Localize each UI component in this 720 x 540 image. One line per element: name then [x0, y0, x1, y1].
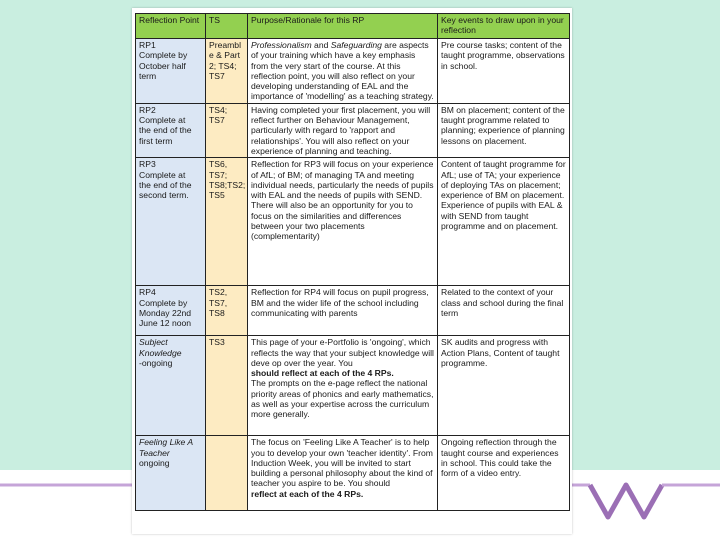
header-purpose: Purpose/Rationale for this RP — [248, 14, 438, 39]
key-events-cell: Pre course tasks; content of the taught programme, observations in school. — [438, 39, 570, 104]
header-reflection-point: Reflection Point — [136, 14, 206, 39]
purpose-cell: Professionalism and Safeguarding are aspects of your training which have a key emphasis from the very start of the course. At this reflection point, you will also reflect on your developing understanding of EAL and the importance of 'modelling' as a teaching strategy. — [248, 39, 438, 104]
key-events-cell: SK audits and progress with Action Plans, Content of taught programme. — [438, 336, 570, 436]
table-header-row — [136, 14, 570, 39]
ts-cell: TS6, TS7; TS8;TS2; TS5 — [206, 158, 248, 286]
key-events-cell: Related to the context of your class and school during the final term — [438, 286, 570, 336]
reflection-point-cell: RP4 Complete by Monday 22nd June 12 noon — [136, 286, 206, 336]
ts-cell: TS3 — [206, 336, 248, 436]
header-ts: TS — [206, 14, 248, 39]
purpose-cell: Reflection for RP4 will focus on pupil progress, BM and the wider life of the school including communicating with parents — [248, 286, 438, 336]
reflection-point-cell: RP2 Complete at the end of the first term — [136, 103, 206, 157]
reflection-point-cell: RP1 Complete by October half term — [136, 39, 206, 104]
ts-cell: TS2, TS7, TS8 — [206, 286, 248, 336]
table-row — [136, 336, 570, 436]
table-row — [136, 158, 570, 286]
purpose-cell: The focus on 'Feeling Like A Teacher' is to help you to develop your own 'teacher identity'. From Induction Week, you will be invited to start building a personal philosophy about the kind of teacher you aspire to be. You should reflect at each of the 4 RPs. — [248, 436, 438, 511]
header-key-events: Key events to draw upon in your reflection — [438, 14, 570, 39]
table-row — [136, 103, 570, 157]
purpose-cell: Having completed your first placement, you will reflect further on Behaviour Management, particularly with regard to 'rapport and relationships'. You will also reflect on your experience of planning and teaching. — [248, 103, 438, 157]
table-row — [136, 39, 570, 104]
reflection-point-cell: RP3 Complete at the end of the second term. — [136, 158, 206, 286]
table-row — [136, 436, 570, 511]
purpose-cell: Reflection for RP3 will focus on your experience of AfL; of BM; of managing TA and meeting individual needs, particularly the needs of pupils with EAL and the needs of pupils with SEND. There will also be an opportunity for you to focus on the similarities and differences between your two placements (complementarity) — [248, 158, 438, 286]
ts-cell — [206, 436, 248, 511]
key-events-cell: Ongoing reflection through the taught course and experiences in school. This could take the form of a video entry. — [438, 436, 570, 511]
ts-cell: TS4; TS7 — [206, 103, 248, 157]
reflection-point-cell: Feeling Like A Teacher ongoing — [136, 436, 206, 511]
reflection-points-table — [135, 13, 570, 511]
document-page — [132, 8, 572, 534]
reflection-point-cell: Subject Knowledge -ongoing — [136, 336, 206, 436]
table-row — [136, 286, 570, 336]
purpose-cell: This page of your e-Portfolio is 'ongoing', which reflects the way that your subject knowledge will deve op over the year. You should reflect at each of the 4 RPs. The prompts on the e-page reflect the national priority areas of phonics and early mathematics, as well as your expertise across the curriculum more generally. — [248, 336, 438, 436]
ts-cell: Preambl e & Part 2; TS4; TS7 — [206, 39, 248, 104]
key-events-cell: Content of taught programme for AfL; use of TA; your experience of deploying TAs on placement; experience of BM on placement. Experience of pupils with EAL & with SEND from taught programme and on placement. — [438, 158, 570, 286]
key-events-cell: BM on placement; content of the taught programme related to planning; experience of planning lessons on placement. — [438, 103, 570, 157]
